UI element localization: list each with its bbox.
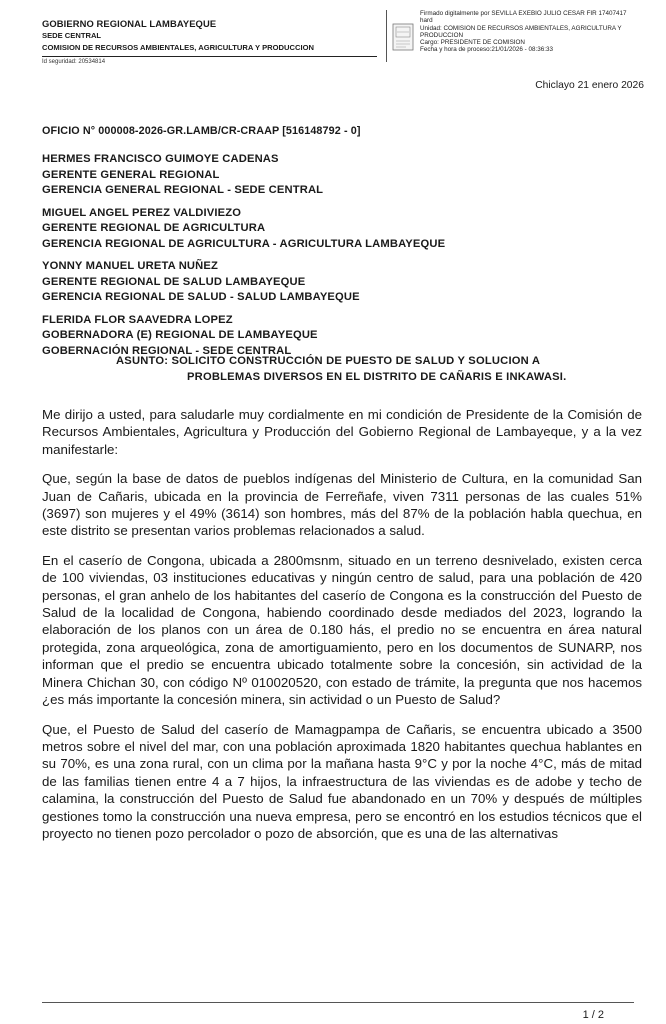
recipient-role: GOBERNADORA (E) REGIONAL DE LAMBAYEQUE — [42, 329, 318, 341]
digital-signature-block — [386, 8, 662, 64]
recipient-office: GERENCIA REGIONAL DE AGRICULTURA - AGRICULTURA LAMBAYEQUE — [42, 237, 446, 250]
security-id: Id seguridad: 20534814 — [42, 59, 106, 65]
page-number: 1 / 2 — [582, 1009, 604, 1021]
subject-line-2: PROBLEMAS DIVERSOS EN EL DISTRITO DE CAÑARIS E INKAWASI. — [187, 370, 567, 383]
body-paragraph: Me dirijo a usted, para saludarle muy cordialmente en mi condición de Presidente de la Comisión de Recursos Ambientales, Agricultura y Producción del Gobierno Regional de Lambayeque, y a la vez manifestarle: — [42, 407, 642, 457]
recipient-name: FLERIDA FLOR SAAVEDRA LOPEZ — [42, 313, 233, 326]
recipient-role: GERENTE GENERAL REGIONAL — [42, 168, 220, 181]
document-reference: OFICIO N° 000008-2026-GR.LAMB/CR-CRAAP [516148792 - 0] — [42, 125, 361, 137]
recipient — [42, 313, 642, 360]
recipient-name: HERMES FRANCISCO GUIMOYE CADENAS — [42, 153, 279, 165]
recipient-office: GERENCIA REGIONAL DE SALUD - SALUD LAMBAYEQUE — [42, 291, 360, 303]
signature-signer: Firmado digitalmente por SEVILLA EXEBIO JULIO CESAR FIR 17407417 — [420, 10, 627, 17]
subject-line-1: ASUNTO: SOLICITO CONSTRUCCIÓN DE PUESTO DE SALUD Y SOLUCION A — [116, 355, 541, 367]
footer-divider — [42, 1002, 634, 1003]
recipient — [42, 152, 642, 199]
recipient-role: GERENTE REGIONAL DE AGRICULTURA — [42, 222, 266, 234]
recipient-name: YONNY MANUEL URETA NUÑEZ — [42, 260, 218, 272]
body-paragraph: En el caserío de Congona, ubicada a 2800msnm, situado en un terreno desnivelado, existen cerca de 100 viviendas, 03 instituciones educativas y ningún centro de salud, para una población de 420 personas, el gran anhelo de los habitantes del caserío de Congona es la construcción del Puesto de Salud de la localidad de Congona, habiendo coordinado desde mediados del 2023, logrando la elaboración de los planos con un área de 0.180 hás, el predio no se encuentra en área natural protegida, zona arqueológica, zona de amortiguamiento, pero en los documentos de SUNARP, nos informan que el predio se encuentra ubicado totalmente sobre la concesión, sin actividad de la Minera Chichan 30, con código Nº 010020520, con estado de trámite, la pregunta que nos hacemos ¿es más importante la concesión minera, sin actividad o un Puesto de Salud? — [42, 552, 642, 708]
recipient-role: GERENTE REGIONAL DE SALUD LAMBAYEQUE — [42, 275, 306, 288]
body-paragraph: Que, el Puesto de Salud del caserío de Mamagpampa de Cañaris, se encuentra ubicado a 3500 metros sobre el nivel del mar, con una población aproximada 1820 habitantes quechua hablantes en su 70%, es una zona rural, con un clima por la mañana hasta 9°C y por la noche 4°C, más de mitad de las familias tienen entre 4 a 7 hijos, la infraestructura de las viviendas es de adobe y techo de calamina, la construcción del Puesto de Salud fue abandonado en un 70% y después de múltiples gestiones tomo la construcción una nueva empresa, pero se encontró en los estudios técnicos que el proyecto no tienen pozo percolador o pozo de absorción, que es una de las alternativas — [42, 721, 642, 841]
letterhead-divider — [42, 56, 377, 57]
recipient — [42, 206, 642, 253]
signature-unit-cont: PRODUCCION — [420, 31, 464, 39]
recipient — [42, 259, 642, 306]
signature-unit: Unidad: COMISION DE RECURSOS AMBIENTALES, AGRICULTURA Y — [420, 24, 622, 32]
institution-office: SEDE CENTRAL — [42, 31, 102, 40]
letterhead — [42, 17, 372, 66]
body-paragraph: Que, según la base de datos de pueblos indígenas del Ministerio de Cultura, en la comunidad San Juan de Cañaris, ubicada en la provincia de Ferreñafe, viven 7311 personas de las cuales 51% (3697) son mujeres y el 49% (3614) son hombres, más del 87% de la población habla quechua, en este distrito se presentan varios problemas relacionados a salud. — [42, 471, 642, 539]
signature-position: Cargo: PRESIDENTE DE COMISION — [420, 39, 525, 47]
signature-seal-icon — [390, 22, 416, 52]
document-date: Chiclayo 21 enero 2026 — [535, 80, 644, 91]
signature-divider — [386, 10, 387, 62]
recipients-list — [42, 152, 642, 366]
signature-datetime: Fecha y hora de proceso:21/01/2026 - 08:36:33 — [420, 46, 554, 54]
subject-line — [116, 354, 646, 385]
signature-method: hard — [420, 17, 433, 25]
letter-body — [42, 406, 642, 854]
signature-details — [420, 10, 660, 54]
recipient-name: MIGUEL ANGEL PEREZ VALDIVIEZO — [42, 206, 242, 219]
recipient-office: GERENCIA GENERAL REGIONAL - SEDE CENTRAL — [42, 184, 324, 196]
recipient-office: GOBERNACIÓN REGIONAL - SEDE CENTRAL — [42, 344, 292, 357]
institution-commission: COMISION DE RECURSOS AMBIENTALES, AGRICULTURA Y PRODUCCION — [42, 43, 314, 52]
institution-name: GOBIERNO REGIONAL LAMBAYEQUE — [42, 18, 217, 29]
